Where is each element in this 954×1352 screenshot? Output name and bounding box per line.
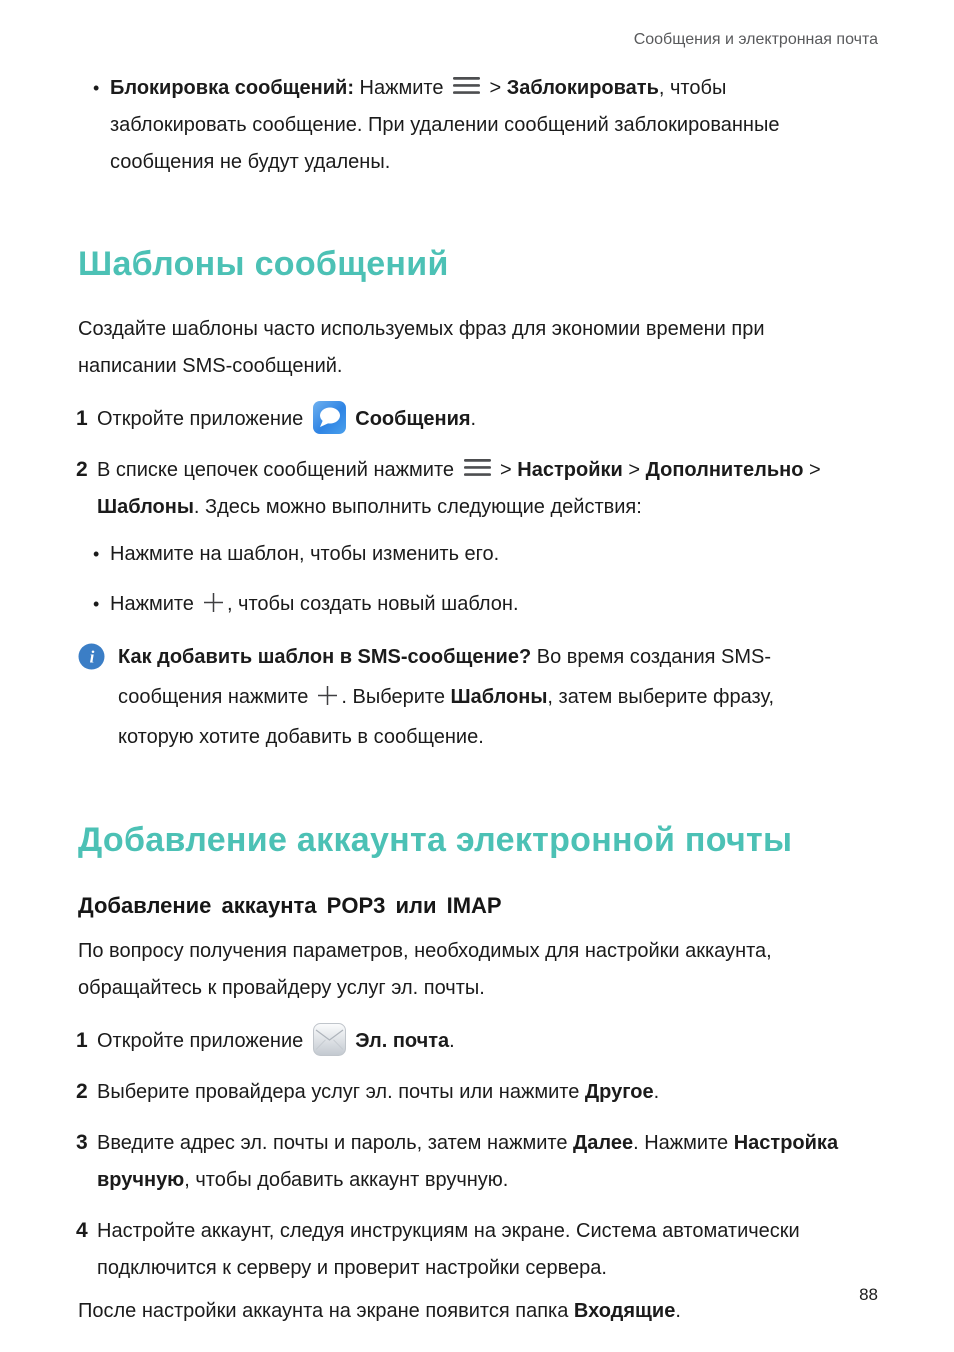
bold-label: Блокировка сообщений: <box>110 77 354 99</box>
sub-bullet-list <box>78 536 898 623</box>
bold-label: Другое <box>584 1081 654 1103</box>
page-number: 88 <box>859 1285 878 1304</box>
bold-label: Шаблоны <box>450 686 548 708</box>
text-run: заблокировать сообщение. При удалении сообщений заблокированные <box>110 114 780 136</box>
bold-question: Как добавить шаблон в SMS-сообщение? <box>118 646 532 668</box>
section-heading-email: Добавление аккаунта электронной почты <box>78 821 793 859</box>
list-item <box>78 536 898 573</box>
numbered-step <box>78 1125 898 1199</box>
bullet-marker: • <box>93 544 100 564</box>
text-run: Введите адрес эл. почты и пароль, затем нажмите <box>97 1132 574 1154</box>
bold-label: Шаблоны <box>97 496 194 518</box>
bullet-marker: • <box>93 78 100 98</box>
text-run: которую хотите добавить в сообщение. <box>118 726 484 748</box>
step-number: 2 <box>76 1080 88 1103</box>
text-run: > <box>489 77 507 99</box>
subsection-heading-pop3-imap: Добавление аккаунта POP3 или IMAP <box>78 893 502 918</box>
text-run: , чтобы добавить аккаунт вручную. <box>184 1169 509 1191</box>
text-run: . <box>470 408 477 430</box>
numbered-step <box>78 401 898 438</box>
text-run: По вопросу получения параметров, необходимых для настройки аккаунта, <box>78 940 772 962</box>
step-number: 3 <box>76 1131 88 1154</box>
section-heading-templates: Шаблоны сообщений <box>78 245 449 283</box>
plus-icon <box>203 592 224 613</box>
text-run: . Выберите <box>341 686 451 708</box>
running-header: Сообщения и электронная почта <box>633 31 878 48</box>
messages-app-icon <box>313 401 346 434</box>
text-run: > <box>803 459 821 481</box>
list-item <box>78 586 898 623</box>
numbered-step <box>78 1023 898 1060</box>
text-run: > <box>622 459 646 481</box>
text-run: Создайте шаблоны часто используемых фраз для экономии времени при <box>78 318 765 340</box>
bullet-marker: • <box>93 594 100 614</box>
text-run: . Здесь можно выполнить следующие действия: <box>193 496 642 518</box>
bold-label: Входящие <box>573 1300 676 1322</box>
paragraph <box>78 1293 898 1330</box>
text-run: Нажмите <box>110 593 194 615</box>
text-run: , чтобы создать новый шаблон. <box>226 593 519 615</box>
paragraph <box>78 933 898 1007</box>
lock-messages-bullet <box>78 70 898 181</box>
info-note <box>78 637 898 757</box>
text-run: Откройте приложение <box>97 1030 304 1052</box>
text-run: сообщения нажмите <box>118 686 309 708</box>
step-number: 2 <box>76 458 88 481</box>
text-run: . Нажмите <box>633 1132 734 1154</box>
bold-label: Далее <box>573 1132 634 1154</box>
text-run: , затем выберите фразу, <box>547 686 774 708</box>
text-run: После настройки аккаунта на экране появится папка <box>78 1300 574 1322</box>
plus-icon <box>317 685 338 706</box>
text-run: подключится к серверу и проверит настройки сервера. <box>97 1257 607 1279</box>
step-number: 1 <box>76 407 88 430</box>
text-run: Нажмите <box>354 77 444 99</box>
info-icon <box>78 643 105 670</box>
bold-label: Настройки <box>517 459 623 481</box>
text-run: сообщения не будут удалены. <box>110 151 391 173</box>
bold-label: вручную <box>97 1169 185 1191</box>
text-run: В списке цепочек сообщений нажмите <box>97 459 455 481</box>
numbered-step <box>78 1213 898 1287</box>
text-run: Выберите провайдера услуг эл. почты или нажмите <box>97 1081 585 1103</box>
text-run: написании SMS-сообщений. <box>78 355 343 377</box>
text-run: Во время создания SMS- <box>531 646 772 668</box>
bold-label: Эл. почта <box>355 1030 450 1052</box>
text-run: . <box>675 1300 681 1322</box>
step-number: 1 <box>76 1029 88 1052</box>
text-run: Нажмите на шаблон, чтобы изменить его. <box>110 543 500 565</box>
text-run: Настройте аккаунт, следуя инструкциям на экране. Система автоматически <box>97 1220 800 1242</box>
text-run: . <box>653 1081 660 1103</box>
bold-label: Сообщения <box>355 408 471 430</box>
bold-label: Заблокировать <box>506 77 659 99</box>
numbered-step <box>78 1074 898 1111</box>
text-run: . <box>449 1030 455 1052</box>
hamburger-menu-icon <box>453 76 480 95</box>
bold-label: Дополнительно <box>645 459 804 481</box>
email-app-icon <box>313 1023 346 1056</box>
text-run: обращайтесь к провайдеру услуг эл. почты. <box>78 977 485 999</box>
svg-text:i: i <box>89 647 95 667</box>
step-number: 4 <box>76 1219 88 1242</box>
bold-label: Настройка <box>733 1132 839 1154</box>
text-run: > <box>500 459 518 481</box>
paragraph <box>78 311 898 385</box>
numbered-step <box>78 452 898 526</box>
text-run: , чтобы <box>658 77 727 99</box>
hamburger-menu-icon <box>464 458 491 477</box>
text-run: Откройте приложение <box>97 408 304 430</box>
